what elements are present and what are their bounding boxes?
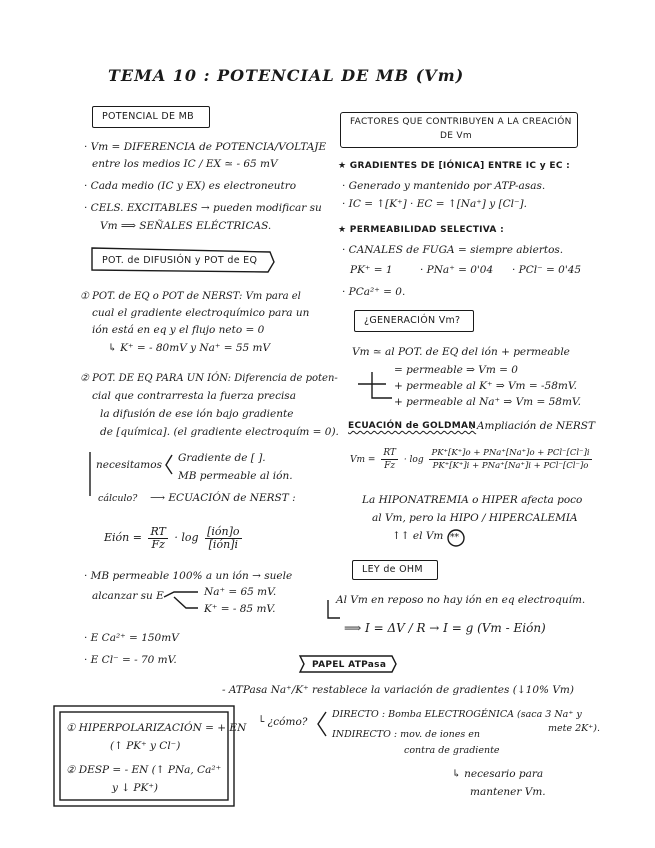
atpasa-direct: DIRECTO : Bomba ELECTROGÉNICA (saca 3 Na⁺ y	[332, 709, 582, 720]
perm-na: Na⁺ = 65 mV.	[204, 586, 277, 598]
sec2-p2-line-1: ② POT. DE EQ PARA UN IÓN: Diferencia de poten-	[80, 373, 338, 384]
nernst-log: · log	[174, 531, 199, 544]
gen-bracket	[372, 372, 392, 398]
sec2-heading: POT. de DIFUSIÓN y POT de EQ	[102, 255, 258, 266]
atpasa-indirect-2: contra de gradiente	[404, 745, 500, 756]
sec2-p1-line-4: ↳ K⁺ = - 80mV y Na⁺ = 55 mV	[108, 342, 271, 354]
nernst-coef-num: RT	[150, 524, 166, 538]
nernst-ratio-num: [ión]o	[207, 524, 240, 538]
perm-k: K⁺ = - 85 mV.	[204, 603, 276, 615]
factors-heading-1: FACTORES QUE CONTRIBUYEN A LA CREACIÓN	[350, 117, 572, 127]
calc-label: cálculo?	[98, 493, 138, 504]
sec1-line-1: · Vm = DIFERENCIA de POTENCIA/VOLTAJE	[84, 141, 327, 153]
sec1-line-5: Vm ⟹ SEÑALES ELÉCTRICAS.	[100, 220, 272, 232]
perm-na-value: · PNa⁺ = 0'04	[420, 264, 494, 276]
nernst-coef	[148, 526, 167, 551]
ohm-line-1: Al Vm en reposo no hay ión en eq electroquím.	[336, 594, 586, 606]
need-label: necesitamos	[96, 459, 162, 471]
perm-line-2: alcanzar su E	[92, 590, 164, 602]
sec2-p1-line-1: ① POT. de EQ o POT de NERST: Vm para el	[80, 291, 301, 302]
perm-ca-value: · PCa²⁺ = 0.	[342, 286, 406, 298]
generation-heading: ¿GENERACIÓN Vm?	[364, 315, 461, 326]
sec2-p2-line-2: cial que contrarresta la fuerza precisa	[92, 390, 296, 402]
goldman-lhs: Vm =	[350, 455, 376, 465]
box-line-2: (↑ PK⁺ y Cl⁻)	[110, 740, 181, 752]
perm-split-bottom	[174, 597, 198, 608]
goldman-note: : Ampliación de NERST	[470, 420, 596, 432]
box-line-4: y ↓ PK⁺)	[112, 782, 158, 794]
sec2-p1-line-2: cual el gradiente electroquímico para un	[92, 307, 310, 319]
perm-line-1: · MB permeable 100% a un ión → suele	[84, 570, 293, 582]
need-item-2: MB permeable al ión.	[178, 470, 293, 482]
permeability-line-1: · CANALES de FUGA = siempre abiertos.	[342, 244, 564, 256]
sec1-heading: POTENCIAL DE MB	[102, 111, 194, 122]
atpasa-need-2: mantener Vm.	[470, 786, 546, 798]
nernst-ratio-den: [ión]i	[208, 537, 238, 551]
sec2-p2-line-3: la difusión de ese ión bajo gradiente	[100, 408, 294, 420]
atpasa-heading: PAPEL ATPasa	[312, 660, 387, 670]
box-line-1: ① HIPERPOLARIZACIÓN = + EN	[66, 722, 247, 734]
perm-k-value: PK⁺ = 1	[350, 264, 393, 276]
permeability-heading: ★ PERMEABILIDAD SELECTIVA :	[338, 225, 505, 235]
gradients-heading: ★ GRADIENTES DE [IÓNICA] ENTRE IC y EC :	[338, 161, 571, 171]
atpasa-direct-2: mete 2K⁺).	[548, 723, 600, 734]
sec1-line-3: · Cada medio (IC y EX) es electroneutro	[84, 180, 297, 192]
hipo-circle-mark: **	[450, 533, 459, 543]
atpasa-need-1: ↳ necesario para	[452, 768, 544, 780]
sec2-p1-line-3: ión está en eq y el flujo neto = 0	[92, 324, 265, 336]
ohm-heading: LEY de OHM	[362, 564, 423, 575]
perm-cl-value: · PCl⁻ = 0'45	[512, 264, 582, 276]
page-title: TEMA 10 : POTENCIAL DE MB (Vm)	[108, 66, 465, 85]
goldman-ratio	[429, 447, 591, 472]
sec2-p2-line-4: de [química]. (el gradiente electroquím = 0).	[100, 426, 339, 438]
como-chevron	[318, 712, 326, 736]
generation-bullet-1: = permeable ⇒ Vm = 0	[394, 364, 518, 376]
goldman-ratio-den: PK⁺[K⁺]i + PNa⁺[Na⁺]i + PCl⁻[Cl⁻]o	[432, 461, 589, 471]
need-item-1: Gradiente de [ ].	[178, 452, 266, 464]
gradients-line-2: · IC = ↑[K⁺] · EC = ↑[Na⁺] y [Cl⁻].	[342, 198, 527, 210]
nernst-coef-den: Fz	[151, 537, 165, 551]
sec1-line-2: entre los medios IC / EX ≃ - 65 mV	[92, 158, 278, 170]
atpasa-indirect: INDIRECTO : mov. de iones en	[332, 729, 481, 740]
need-chevron	[166, 455, 172, 474]
nernst-ratio	[205, 526, 241, 551]
gradients-line-1: · Generado y mantenido por ATP-asas.	[342, 180, 546, 192]
ohm-equation: ⟹ I = ΔV / R → I = g (Vm - Eión)	[344, 621, 546, 635]
e-ca: · E Ca²⁺ = 150mV	[84, 632, 179, 644]
nernst-lhs: Eión =	[104, 531, 142, 544]
atpasa-line-1: - ATPasa Na⁺/K⁺ restablece la variación de gradientes (↓10% Vm)	[222, 684, 574, 696]
hipo-line-2: al Vm, pero la HIPO / HIPERCALEMIA	[372, 512, 578, 524]
hipo-line-3: ↑↑ el Vm	[392, 530, 444, 542]
box-line-3: ② DESP = - EN (↑ PNa, Ca²⁺	[66, 764, 222, 776]
hipo-line-1: La HIPONATREMIA o HIPER afecta poco	[362, 494, 583, 506]
e-cl: · E Cl⁻ = - 70 mV.	[84, 654, 177, 666]
goldman-ratio-num: PK⁺[K⁺]o + PNa⁺[Na⁺]o + PCl⁻[Cl⁻]i	[431, 448, 590, 458]
nernst-equation	[104, 524, 245, 552]
goldman-coef-num: RT	[383, 448, 396, 458]
calc-equation-label: ⟶ ECUACIÓN de NERST :	[150, 492, 296, 504]
goldman-coef-den: Fz	[384, 461, 396, 471]
goldman-coef	[381, 447, 398, 472]
generation-line-1: Vm ≃ al POT. de EQ del ión + permeable	[352, 346, 570, 358]
generation-bullet-2: + permeable al K⁺ ⇒ Vm = -58mV.	[394, 380, 577, 392]
goldman-log: · log	[403, 455, 424, 465]
sec1-line-4: · CELS. EXCITABLES → pueden modificar su	[84, 202, 322, 214]
goldman-equation	[350, 446, 595, 474]
perm-split-top	[164, 592, 198, 597]
atpasa-como: └ ¿cómo?	[258, 716, 308, 728]
factors-heading-2: DE Vm	[440, 131, 472, 141]
generation-bullet-3: + permeable al Na⁺ ⇒ Vm = 58mV.	[394, 396, 581, 408]
goldman-label: ECUACIÓN de GOLDMAN	[348, 421, 477, 431]
